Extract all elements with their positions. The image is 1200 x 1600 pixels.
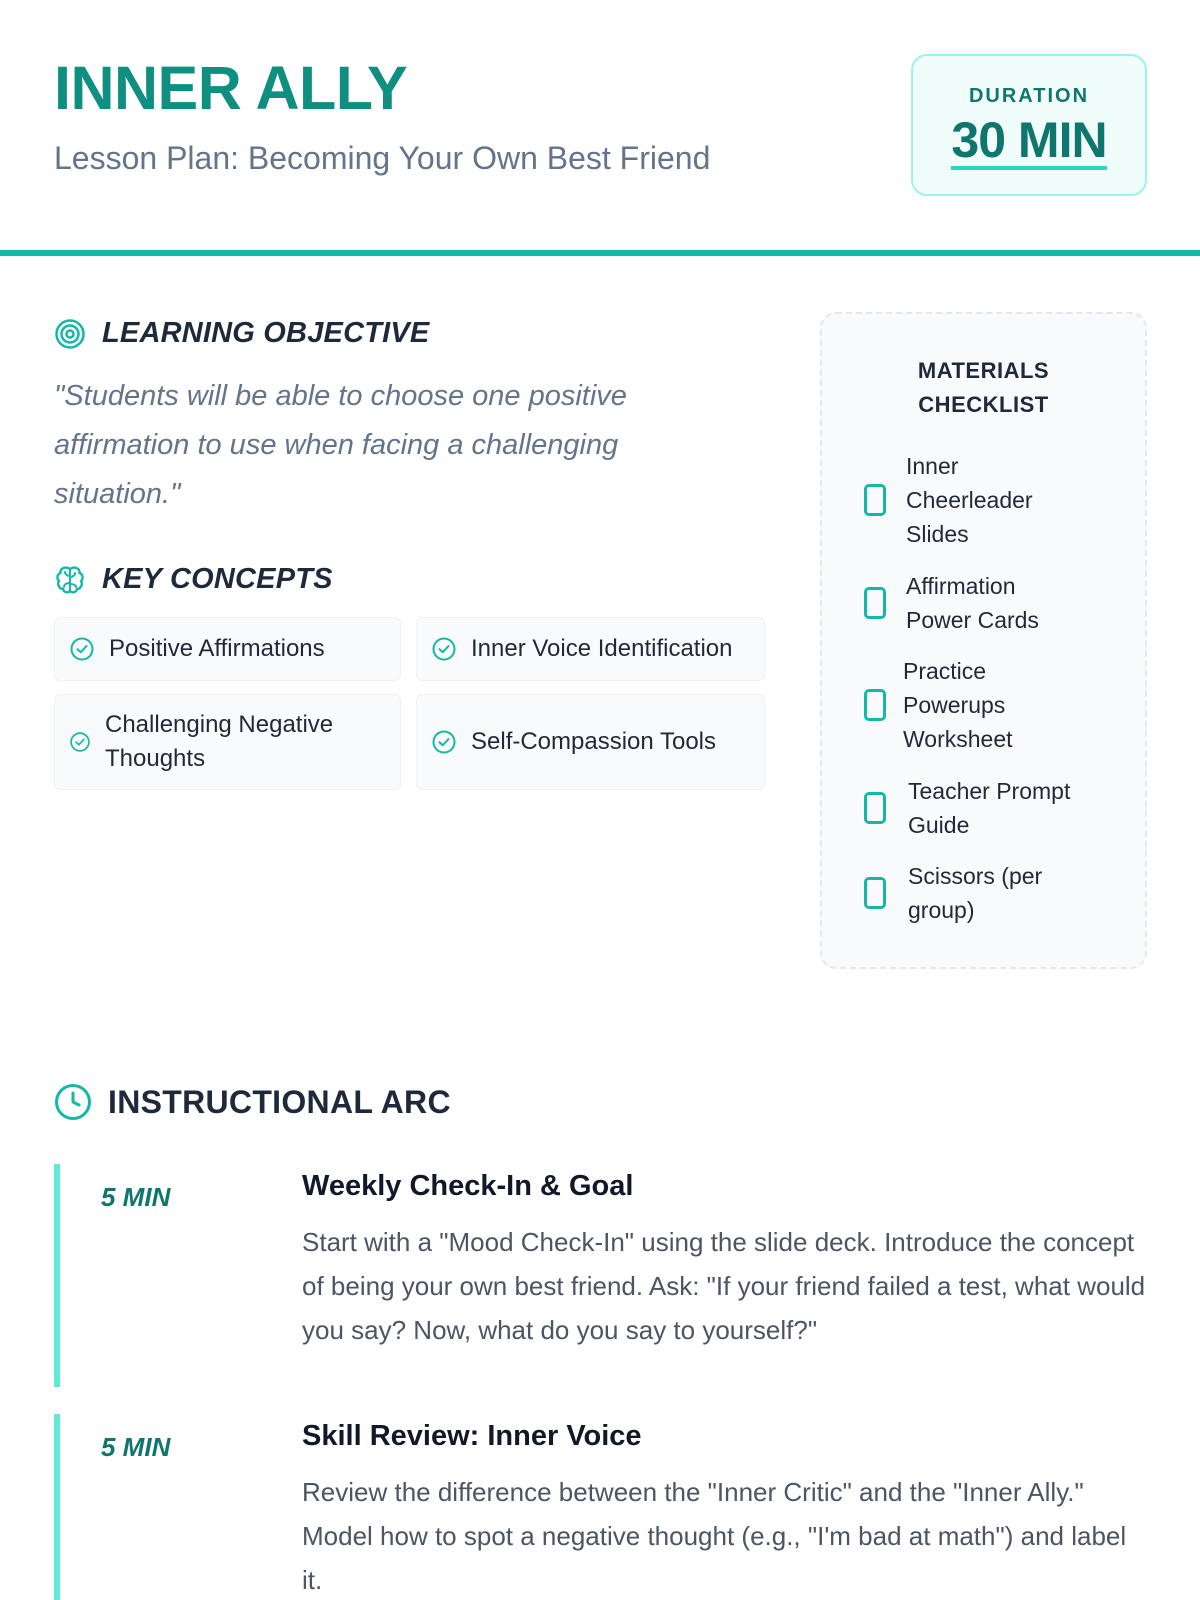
materials-title — [822, 354, 1145, 422]
instructional-arc-heading — [54, 1083, 451, 1121]
check-circle-icon — [69, 636, 95, 662]
checkbox[interactable] — [864, 587, 886, 619]
checkbox[interactable] — [864, 484, 886, 516]
checklist-label: Teacher Prompt Guide — [908, 778, 1071, 838]
learning-objective-heading — [54, 317, 429, 350]
page-subtitle: Lesson Plan: Becoming Your Own Best Friend — [54, 140, 711, 176]
target-icon — [54, 318, 86, 350]
step-title: Skill Review: Inner Voice — [302, 1420, 642, 1452]
checklist-label: Scissors (per group) — [908, 863, 1043, 923]
step-title: Weekly Check-In & Goal — [302, 1170, 634, 1202]
step-duration: 5 MIN — [101, 1182, 171, 1212]
checklist-item[interactable] — [864, 654, 1124, 756]
check-circle-icon — [69, 731, 91, 753]
checklist-item[interactable] — [864, 774, 1124, 842]
concept-card — [54, 694, 401, 790]
concept-card — [54, 617, 401, 681]
lesson-header — [0, 0, 1200, 256]
concept-label: Inner Voice Identification — [471, 635, 733, 662]
section-title: INSTRUCTIONAL ARC — [108, 1083, 451, 1120]
checkbox[interactable] — [864, 877, 886, 909]
checklist-item[interactable] — [864, 449, 1124, 551]
concept-card — [416, 617, 765, 681]
key-concepts-heading — [54, 563, 333, 596]
concept-label: Challenging Negative Thoughts — [105, 711, 334, 772]
step-description: Start with a "Mood Check-In" using the slide deck. Introduce the concept of being your own best friend. Ask: "If your friend failed a test, what would you say? Now, what do you say to yourself?" — [302, 1227, 1146, 1345]
page-title: INNER ALLY — [54, 54, 408, 122]
section-title: KEY CONCEPTS — [102, 563, 333, 595]
checklist-item[interactable] — [864, 569, 1124, 637]
checklist-item[interactable] — [864, 859, 1124, 927]
checklist-label: Affirmation Power Cards — [906, 573, 1039, 633]
checklist-label: Practice Powerups Worksheet — [903, 658, 1013, 752]
step-duration: 5 MIN — [101, 1432, 171, 1462]
concept-label: Self-Compassion Tools — [471, 728, 717, 755]
check-circle-icon — [431, 729, 457, 755]
arc-step — [54, 1414, 1147, 1600]
checkbox[interactable] — [864, 689, 886, 721]
duration-value: 30 MIN — [951, 112, 1107, 168]
clock-icon — [54, 1083, 92, 1121]
check-circle-icon — [431, 636, 457, 662]
materials-checklist — [820, 312, 1147, 969]
brain-icon — [54, 564, 86, 596]
concept-label: Positive Affirmations — [109, 635, 325, 662]
materials-title-text: MATERIALS CHECKLIST — [917, 358, 1050, 417]
duration-badge — [911, 54, 1147, 196]
section-title: LEARNING OBJECTIVE — [102, 317, 430, 349]
step-description: Review the difference between the "Inner Critic" and the "Inner Ally." Model how to spot a negative thought (e.g., "I'm bad at math") and label it. — [302, 1477, 1127, 1595]
checklist-label: Inner Cheerleader Slides — [906, 453, 1033, 547]
checkbox[interactable] — [864, 792, 886, 824]
duration-label: DURATION — [968, 85, 1090, 107]
concept-card — [416, 694, 765, 790]
arc-step — [54, 1164, 1147, 1387]
objective-text: "Students will be able to choose one positive affirmation to use when facing a challenging situation." — [54, 380, 627, 510]
